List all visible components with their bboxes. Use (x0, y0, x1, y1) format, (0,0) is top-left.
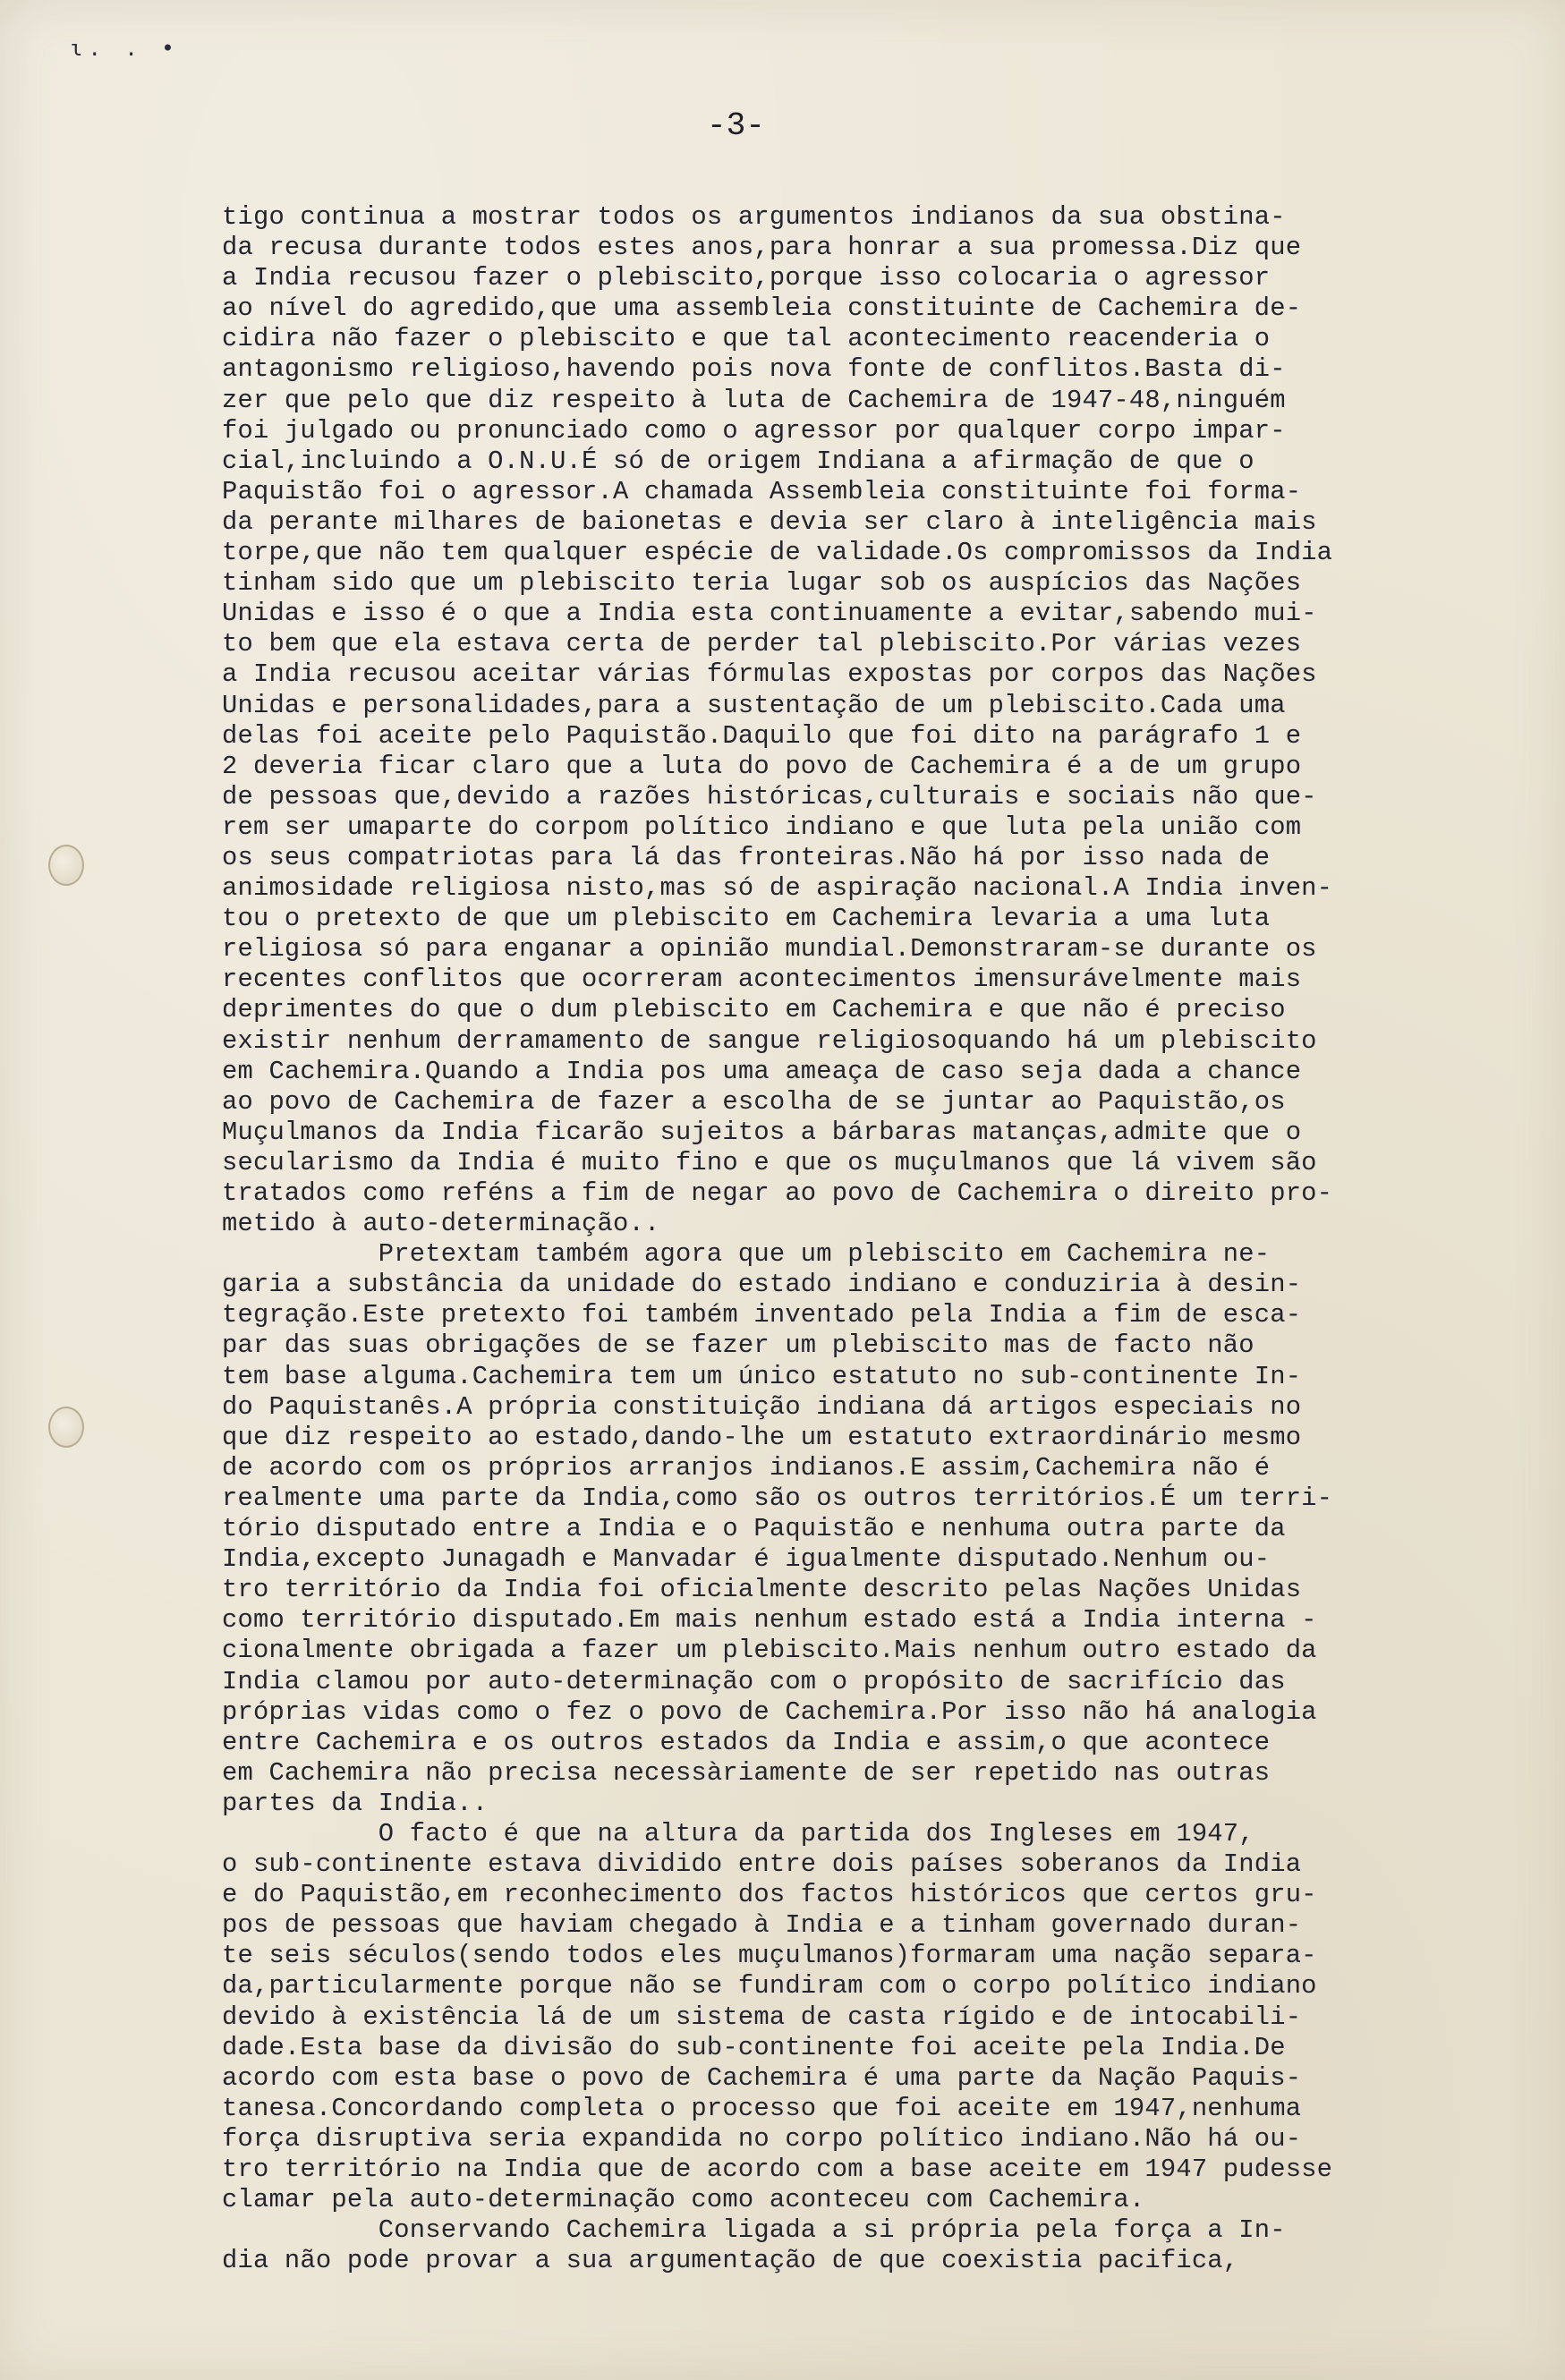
text-line: devido à existência lá de um sistema de casta rígido e de intocabili- (222, 2002, 1302, 2032)
text-line: recentes conflitos que ocorreram acontecimentos imensurávelmente mais (222, 965, 1302, 995)
text-line: tro território na India que de acordo com a base aceite em 1947 pudesse (222, 2155, 1333, 2184)
text-line: tem base alguma.Cachemira tem um único estatuto no sub-continente In- (222, 1361, 1302, 1391)
text-line: a India recusou aceitar várias fórmulas expostas por corpos das Nações (222, 659, 1317, 690)
text-line: dade.Esta base da divisão do sub-continente foi aceite pela India.De (222, 2032, 1286, 2062)
text-line: metido à auto-determinação.. (222, 1209, 660, 1239)
text-line: o sub-continente estava dividido entre dois países soberanos da India (222, 1849, 1302, 1880)
text-line: delas foi aceite pelo Paquistão.Daquilo que foi dito na parágrafo 1 e (222, 720, 1302, 751)
text-line: que diz respeito ao estado,dando-lhe um estatuto extraordinário mesmo (222, 1422, 1302, 1452)
text-line: zer que pelo que diz respeito à luta de Cachemira de 1947-48,ninguém (222, 385, 1286, 415)
text-line: acordo com esta base o povo de Cachemira é uma parte da Nação Paquis- (222, 2062, 1302, 2093)
text-line: a India recusou fazer o plebiscito,porque isso colocaria o agressor (222, 263, 1271, 293)
text-line: foi julgado ou pronunciado como o agressor por qualquer corpo impar- (222, 415, 1286, 446)
text-line: tório disputado entre a India e o Paquistão e nenhuma outra parte da (222, 1514, 1286, 1544)
text-line: religiosa só para enganar a opinião mundial.Demonstraram-se durante os (222, 934, 1317, 965)
text-line: de pessoas que,devido a razões históricas,culturais e sociais não que- (222, 781, 1317, 812)
punch-hole (48, 1407, 84, 1448)
punch-hole (48, 845, 84, 886)
text-line: existir nenhum derramamento de sangue religiosoquando há um plebiscito (222, 1025, 1317, 1056)
text-line: em Cachemira.Quando a India pos uma ameaça de caso seja dada a chance (222, 1056, 1302, 1086)
text-line: da,particularmente porque não se fundiram com o corpo político indiano (222, 1971, 1317, 2002)
text-line: os seus compatriotas para lá das fronteiras.Não há por isso nada de (222, 842, 1271, 872)
text-line: da recusa durante todos estes anos,para honrar a sua promessa.Diz que (222, 233, 1302, 263)
text-line: em Cachemira não precisa necessàriamente de ser repetido nas outras (222, 1757, 1271, 1788)
text-line: dia não pode provar a sua argumentação de que coexistia pacifica, (222, 2246, 1239, 2276)
text-line: garia a substância da unidade do estado indiano e conduziria à desin- (222, 1270, 1302, 1300)
text-line: entre Cachemira e os outros estados da India e assim,o que acontece (222, 1727, 1271, 1757)
text-line: India clamou por auto-determinação com o propósito de sacrifício das (222, 1666, 1286, 1696)
text-line: cionalmente obrigada a fazer um plebiscito.Mais nenhum outro estado da (222, 1636, 1317, 1666)
text-line: realmente uma parte da India,como são os outros territórios.É um terri- (222, 1483, 1333, 1513)
text-line: par das suas obrigações de se fazer um plebiscito mas de facto não (222, 1330, 1255, 1361)
text-line: deprimentes do que o dum plebiscito em Cachemira e que não é preciso (222, 995, 1286, 1025)
text-line: ao nível do agredido,que uma assembleia constituinte de Cachemira de- (222, 293, 1302, 324)
text-line: te seis séculos(sendo todos eles muçulmanos)formaram uma nação separa- (222, 1941, 1317, 1971)
text-line: secularismo da India é muito fino e que os muçulmanos que lá vivem são (222, 1147, 1317, 1177)
text-line: do Paquistanês.A própria constituição indiana dá artigos especiais no (222, 1391, 1302, 1422)
text-line: tro território da India foi oficialmente descrito pelas Nações Unidas (222, 1575, 1302, 1605)
text-line: to bem que ela estava certa de perder tal plebiscito.Por várias vezes (222, 629, 1302, 659)
text-line: ao povo de Cachemira de fazer a escolha de se juntar ao Paquistão,os (222, 1086, 1286, 1117)
text-line: torpe,que não tem qualquer espécie de validade.Os compromissos da India (222, 538, 1333, 568)
text-line: como território disputado.Em mais nenhum estado está a India interna - (222, 1605, 1317, 1636)
text-line: tegração.Este pretexto foi também inventado pela India a fim de esca- (222, 1300, 1302, 1330)
text-line: India,excepto Junagadh e Manvadar é igualmente disputado.Nenhum ou- (222, 1544, 1271, 1575)
corner-mark: ɩ. . • (70, 36, 180, 61)
text-line: cidira não fazer o plebiscito e que tal acontecimento reacenderia o (222, 324, 1271, 354)
text-line: 2 deveria ficar claro que a luta do povo de Cachemira é a de um grupo (222, 751, 1302, 781)
text-line: O facto é que na altura da partida dos Ingleses em 1947, (222, 1818, 1255, 1849)
text-line: tou o pretexto de que um plebiscito em Cachemira levaria a uma luta (222, 904, 1271, 934)
text-line: Unidas e personalidades,para a sustentação de um plebiscito.Cada uma (222, 690, 1286, 720)
text-line: pos de pessoas que haviam chegado à India e a tinham governado duran- (222, 1910, 1302, 1941)
page-number: -3- (707, 107, 765, 144)
text-line: rem ser umaparte do corpom político indiano e que luta pela união com (222, 812, 1302, 842)
text-line: de acordo com os próprios arranjos indianos.E assim,Cachemira não é (222, 1452, 1271, 1483)
text-line: próprias vidas como o fez o povo de Cachemira.Por isso não há analogia (222, 1696, 1317, 1727)
text-line: Paquistão foi o agressor.A chamada Assembleia constituinte foi forma- (222, 476, 1302, 506)
text-line: Muçulmanos da India ficarão sujeitos a bárbaras matanças,admite que o (222, 1117, 1302, 1147)
text-line: e do Paquistão,em reconhecimento dos factos históricos que certos gru- (222, 1880, 1317, 1910)
text-line: tinham sido que um plebiscito teria lugar sob os auspícios das Nações (222, 568, 1302, 599)
text-line: cial,incluindo a O.N.U.É só de origem Indiana a afirmação de que o (222, 446, 1255, 476)
text-line: antagonismo religioso,havendo pois nova fonte de conflitos.Basta di- (222, 354, 1286, 385)
text-line: tratados como reféns a fim de negar ao povo de Cachemira o direito pro- (222, 1178, 1333, 1208)
text-line: Pretextam também agora que um plebiscito em Cachemira ne- (222, 1239, 1271, 1270)
text-line: tanesa.Concordando completa o processo que foi aceite em 1947,nenhuma (222, 2093, 1302, 2123)
body-text (222, 202, 1537, 2276)
text-line: tigo continua a mostrar todos os argumentos indianos da sua obstina- (222, 202, 1286, 232)
text-line: clamar pela auto-determinação como aconteceu com Cachemira. (222, 2185, 1145, 2215)
text-line: Unidas e isso é o que a India esta continuamente a evitar,sabendo mui- (222, 599, 1317, 629)
text-line: animosidade religiosa nisto,mas só de aspiração nacional.A India inven- (222, 873, 1333, 904)
text-line: força disruptiva seria expandida no corpo político indiano.Não há ou- (222, 2123, 1302, 2154)
text-line: partes da India.. (222, 1788, 489, 1818)
text-line: da perante milhares de baionetas e devia ser claro à inteligência mais (222, 506, 1317, 537)
text-line: Conservando Cachemira ligada a si própria pela força a In- (222, 2215, 1286, 2246)
